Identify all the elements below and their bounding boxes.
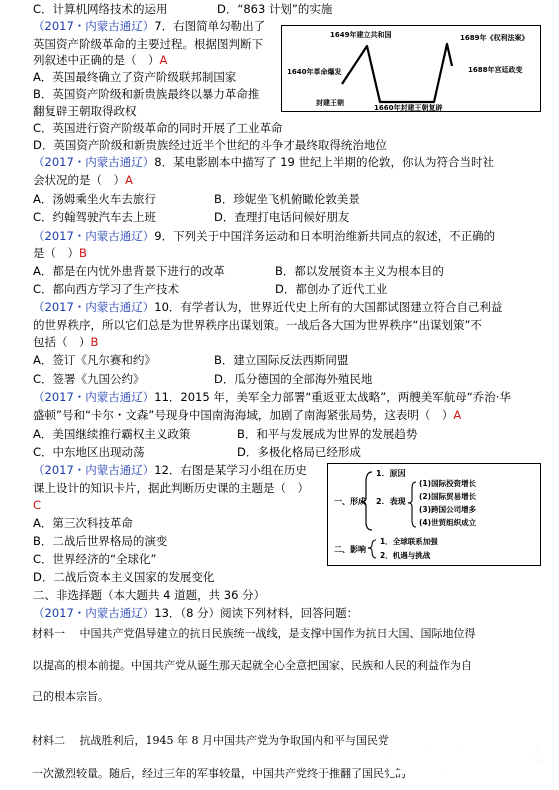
text-line [33, 282, 179, 296]
text-segment: A．都是在内忧外患背景下进行的改革 [33, 264, 225, 278]
text-line [33, 318, 482, 332]
text-segment: 7．右图简单勾勒出了 [154, 19, 266, 33]
text-line [33, 70, 236, 84]
text-segment: C．签署《九国公约》 [33, 372, 145, 386]
watermark-text: 留学社区 [383, 733, 552, 782]
revolution-path-line [342, 44, 452, 102]
bracket-performance [408, 482, 416, 527]
bracket-impact [368, 540, 376, 558]
text-segment: 盛顿”号和“卡尔・文森”号现身中国南海海域，加剧了南海紧张局势，这表明（ ） [33, 408, 454, 422]
text-line [33, 353, 156, 367]
text-segment: D．二战后资本主义国家的发展变化 [33, 570, 215, 584]
text-line [214, 372, 372, 386]
text-segment: 8．某电影剧本中描写了 19 世纪上半期的伦敦，你认为符合当时社 [154, 155, 495, 169]
text-segment: 12．右图是某学习小组在历史 [154, 463, 307, 477]
text-line [217, 2, 332, 16]
label-feudal: 封建王朝 [316, 99, 344, 107]
watermark-logo [375, 722, 555, 786]
text-line [33, 121, 283, 135]
label-1660: 1660年封建王朝复辟 [374, 104, 443, 111]
timeline-diagram [281, 25, 541, 112]
text-line [275, 264, 444, 278]
knowledge-card-svg [328, 464, 540, 565]
answer-key: C [33, 498, 42, 512]
text-line [33, 516, 133, 530]
performance-label: 2．表现 [376, 497, 406, 506]
item-investment: (1)国际投资增长 [419, 479, 477, 488]
answer-key: B [79, 246, 87, 260]
answer-key: B [90, 335, 99, 349]
text-segment: 是（ ） [33, 246, 79, 260]
text-line [214, 192, 360, 206]
answer-key: A [159, 53, 168, 67]
text-segment: 包括（ ） [33, 335, 91, 349]
text-segment: 13．（8 分）阅读下列材料，回答问题： [154, 606, 359, 620]
text-line [33, 534, 167, 548]
text-line [33, 390, 511, 404]
text-segment: A．签订《凡尔赛和约》 [33, 353, 156, 367]
text-line [33, 173, 133, 187]
question-source: （2017・内蒙古通辽） [33, 390, 155, 404]
text-segment: B．二战后世界格局的演变 [33, 534, 168, 548]
timeline-svg [282, 26, 540, 111]
text-line [214, 353, 348, 367]
text-segment: 二、非选择题（本大题共 4 道题，共 36 分） [33, 588, 266, 602]
question-source: （2017・内蒙古通辽） [33, 463, 155, 477]
text-segment: D．查理打电话问候好朋友 [214, 210, 350, 224]
text-line [33, 138, 387, 152]
text-segment: C．计算机网络技术的运用 [33, 2, 168, 16]
cause-label: 1．原因 [376, 469, 406, 478]
text-line [33, 408, 461, 422]
text-line [33, 37, 263, 51]
text-line [33, 372, 145, 386]
text-segment: 课上设计的知识卡片，据此判断历史课的主题是（ ） [33, 481, 309, 495]
question-source: （2017・内蒙古通辽） [33, 606, 155, 620]
question-source: （2017・内蒙古通辽） [33, 19, 155, 33]
effect-global: 1．全球联系加强 [380, 537, 438, 546]
item-multinational: (3)跨国公司增多 [419, 505, 477, 514]
text-line [33, 300, 502, 314]
text-line [33, 606, 358, 620]
answer-key: A [453, 408, 462, 422]
text-segment: C．约翰驾驶汽车去上班 [33, 210, 157, 224]
text-line [33, 498, 41, 512]
question-source: （2017・内蒙古通辽） [33, 229, 155, 243]
text-line [33, 552, 156, 566]
material-line: 己的根本宗旨。 [32, 690, 109, 703]
effect-challenge: 2．机遇与挑战 [380, 551, 431, 560]
knowledge-card-diagram [327, 463, 541, 566]
text-segment: C．都向西方学习了生产技术 [33, 282, 180, 296]
text-line [33, 588, 265, 602]
text-line [33, 481, 309, 495]
text-line [33, 463, 307, 477]
section-impact: 二、影响 [334, 545, 366, 554]
text-line [33, 210, 156, 224]
item-wto: (4)世贸组织成立 [419, 518, 477, 527]
text-segment: B．和平与发展成为世界的发展趋势 [237, 427, 418, 441]
material-line: 一次激烈较量。随后，经过三年的军事较量，中国共产党终于推翻了国民党的 [32, 767, 406, 780]
text-segment: C．英国进行资产阶级革命的同时开展了工业革命 [33, 121, 283, 135]
text-line [237, 445, 361, 459]
text-line [33, 19, 265, 33]
text-segment: A．汤姆乘坐火车去旅行 [33, 192, 156, 206]
answer-key: A [125, 173, 133, 187]
material-line: 材料二 抗战胜利后，1945 年 8 月中国共产党为争取国内和平与国民党 [32, 734, 389, 747]
text-segment: B．英国资产阶级和新贵族最终以暴力革命推 [33, 87, 260, 101]
text-line [33, 53, 167, 67]
text-segment: D．英国资产阶级和新贵族经过近半个世纪的斗争才最终取得统治地位 [33, 138, 387, 152]
text-line [33, 87, 259, 101]
text-segment: D．都创办了近代工业 [275, 282, 388, 296]
question-source: （2017・内蒙古通辽） [33, 300, 155, 314]
text-segment: 11．2015 年，美军全力部署“重返亚太战略”，两艘美军航母“乔治·华 [154, 390, 511, 404]
item-trade: (2)国际贸易增长 [419, 492, 477, 501]
text-line [237, 427, 417, 441]
text-line [33, 192, 156, 206]
text-segment: 英国资产阶级革命的主要过程。根据图判断下 [33, 37, 263, 51]
text-line [33, 570, 214, 584]
material-line: 以提高的根本前提。中国共产党从诞生那天起就全心全意把国家、民族和人民的利益作为自 [32, 659, 472, 672]
text-line [33, 246, 87, 260]
section-formation: 一、形成 [334, 497, 366, 506]
text-segment: 会状况的是（ ） [33, 173, 125, 187]
text-segment: B．都以发展资本主义为根本目的 [275, 264, 444, 278]
text-line [33, 264, 225, 278]
text-line [275, 282, 387, 296]
text-segment: A．第三次科技革命 [33, 516, 133, 530]
question-source: （2017・内蒙古通辽） [33, 155, 155, 169]
text-segment: 列叙述中正确的是（ ） [33, 53, 160, 67]
text-segment: B．珍妮坐飞机俯瞰伦敦美景 [214, 192, 360, 206]
text-line [33, 427, 190, 441]
text-segment: C．中东地区出现动荡 [33, 445, 145, 459]
text-segment: A．英国最终确立了资产阶级联邦制国家 [33, 70, 237, 84]
text-line [33, 2, 168, 16]
label-1689: 1689年《权利法案》 [460, 34, 529, 42]
text-line [214, 210, 349, 224]
text-line [33, 445, 145, 459]
text-line [33, 335, 98, 349]
text-line [33, 155, 494, 169]
text-segment: D．“863 计划”的实施 [217, 2, 333, 16]
text-segment: 9．下列关于中国洋务运动和日本明治维新共同点的叙述，不正确的 [154, 229, 496, 243]
material-line: 材料一 中国共产党倡导建立的抗日民族统一战线，是支撑中国作为抗日大国、国际地位得 [32, 627, 476, 640]
label-1649: 1649年建立共和国 [330, 31, 392, 39]
text-segment: 翻复辟王朝取得政权 [33, 104, 137, 118]
text-segment: D．瓜分德国的全部海外殖民地 [214, 372, 373, 386]
text-line [33, 229, 495, 243]
text-segment: C．世界经济的“全球化” [33, 552, 157, 566]
text-segment: A．美国继续推行霸权主义政策 [33, 427, 191, 441]
label-1640: 1640年革命爆发 [287, 68, 342, 76]
text-segment: B．建立国际反法西斯同盟 [214, 353, 349, 367]
text-segment: 的世界秩序，所以它们总是为世界秩序出谋划策。一战后各大国为世界秩序“出谋划策”不 [33, 318, 482, 332]
text-segment: 10．有学者认为，世界近代史上所有的大国都试图建立符合自己利益 [154, 300, 503, 314]
label-1688: 1688年宫廷政变 [468, 66, 523, 74]
text-line [33, 104, 137, 118]
text-segment: D．多极化格局已经形成 [237, 445, 361, 459]
